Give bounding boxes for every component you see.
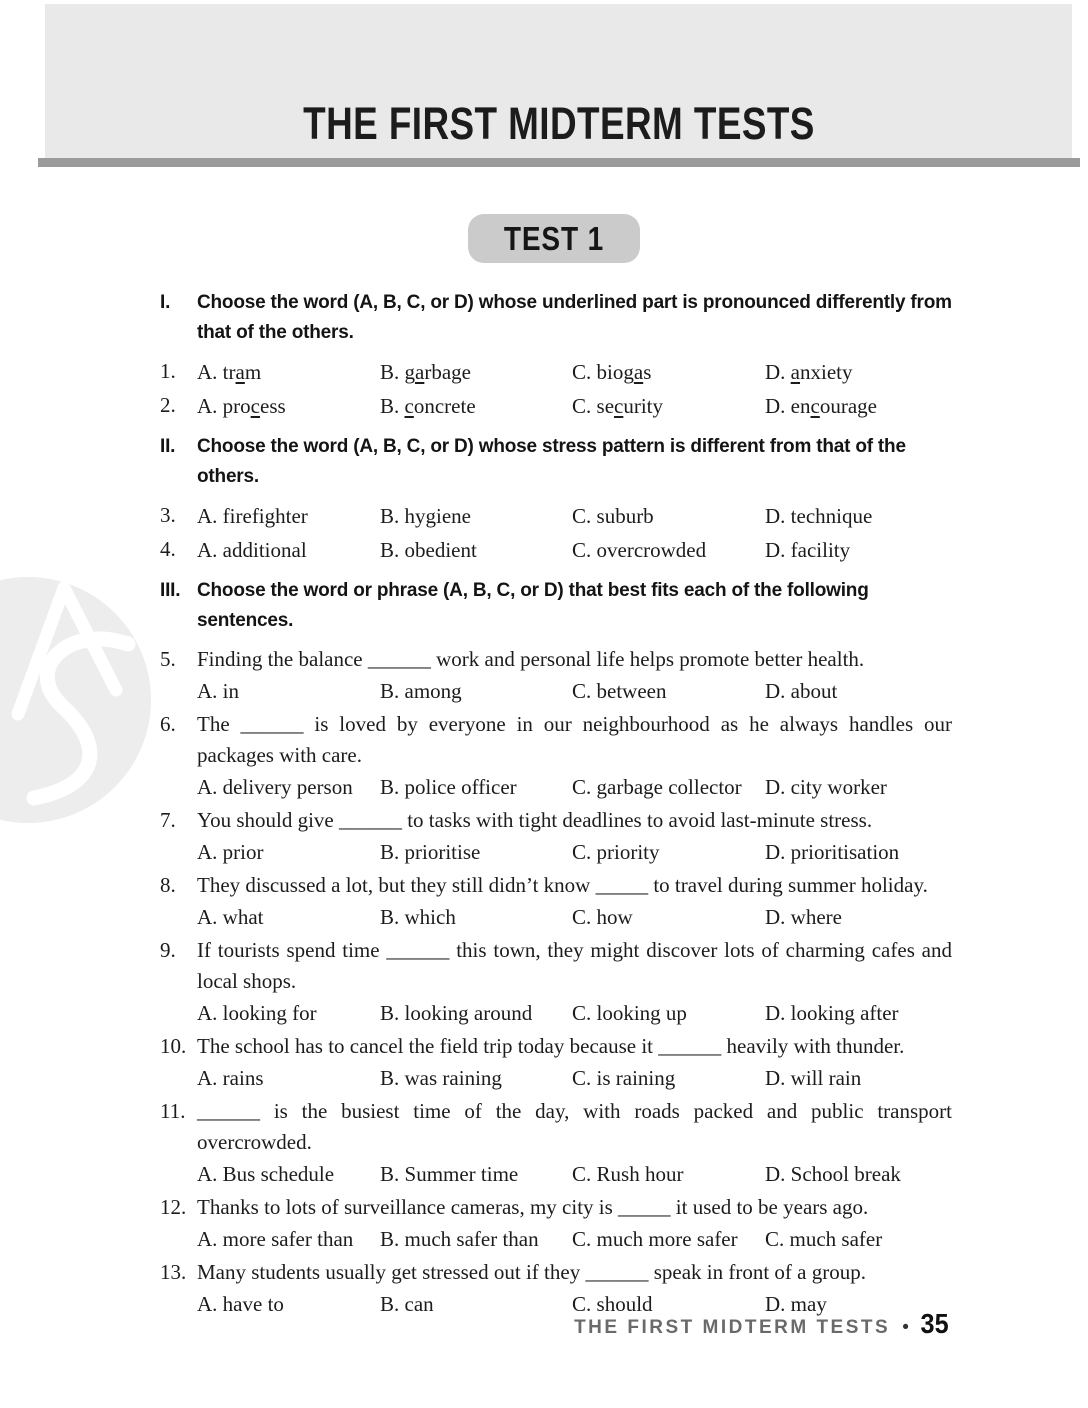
question bbox=[160, 644, 952, 707]
option bbox=[197, 675, 380, 707]
option bbox=[380, 675, 572, 707]
option bbox=[572, 1223, 765, 1255]
option-text: concrete bbox=[404, 394, 476, 418]
option-text: priority bbox=[596, 840, 660, 864]
section-heading bbox=[160, 432, 952, 492]
option-text: looking around bbox=[404, 1001, 533, 1025]
underlined-letter: c bbox=[614, 394, 624, 418]
option-text: prioritisation bbox=[790, 840, 900, 864]
question-number: 5. bbox=[160, 647, 176, 671]
option-text: Bus schedule bbox=[222, 1162, 335, 1186]
test-body bbox=[160, 288, 952, 1330]
option-text: between bbox=[596, 679, 667, 703]
section-numeral: I. bbox=[160, 292, 171, 313]
option-text: process bbox=[222, 394, 286, 418]
option bbox=[380, 997, 572, 1029]
option bbox=[765, 1223, 952, 1255]
option-text: prioritise bbox=[404, 840, 481, 864]
option-text: tram bbox=[222, 360, 262, 384]
question-number: 9. bbox=[160, 938, 176, 962]
option-label: B. bbox=[380, 1001, 405, 1025]
question bbox=[160, 356, 952, 388]
question-number: 4. bbox=[160, 537, 176, 561]
footer-bullet-icon: • bbox=[902, 1317, 909, 1338]
option-label: D. bbox=[765, 1001, 791, 1025]
option-label: B. bbox=[380, 394, 405, 418]
option-label: D. bbox=[765, 538, 791, 562]
options-row bbox=[197, 1223, 952, 1255]
question-number: 7. bbox=[160, 808, 176, 832]
footer-running-title: THE FIRST MIDTERM TESTS bbox=[574, 1317, 891, 1338]
option bbox=[197, 1223, 380, 1255]
option-text: was raining bbox=[404, 1066, 502, 1090]
option-label: D. bbox=[765, 1162, 791, 1186]
page-footer bbox=[574, 1308, 950, 1340]
question-number: 1. bbox=[160, 359, 176, 383]
option-label: B. bbox=[380, 905, 405, 929]
question bbox=[160, 534, 952, 566]
option-label: B. bbox=[380, 1162, 405, 1186]
option-label: B. bbox=[380, 1292, 405, 1316]
option-label: C. bbox=[572, 1001, 597, 1025]
option-text: encourage bbox=[790, 394, 877, 418]
section-numeral: III. bbox=[160, 580, 181, 601]
option bbox=[765, 901, 952, 933]
option bbox=[572, 356, 765, 388]
option-text: can bbox=[404, 1292, 434, 1316]
section-heading bbox=[160, 576, 952, 636]
option-label: B. bbox=[380, 538, 405, 562]
option bbox=[765, 997, 952, 1029]
options-row bbox=[197, 675, 952, 707]
options-row bbox=[197, 1158, 952, 1190]
option-text: rains bbox=[222, 1066, 264, 1090]
option bbox=[572, 771, 765, 803]
options-row bbox=[197, 356, 952, 388]
option bbox=[572, 500, 765, 532]
option-label: A. bbox=[197, 840, 223, 864]
option bbox=[197, 534, 380, 566]
option-text: technique bbox=[790, 504, 873, 528]
option bbox=[572, 997, 765, 1029]
section bbox=[160, 288, 952, 422]
option-label: D. bbox=[765, 1066, 791, 1090]
option-label: B. bbox=[380, 679, 405, 703]
option-label: D. bbox=[765, 905, 791, 929]
option-label: C. bbox=[572, 1066, 597, 1090]
option bbox=[572, 390, 765, 422]
option-text: will rain bbox=[790, 1066, 862, 1090]
option bbox=[380, 771, 572, 803]
page-header-banner bbox=[45, 4, 1072, 158]
option-label: C. bbox=[572, 538, 597, 562]
options-row bbox=[197, 390, 952, 422]
option-text: much safer bbox=[789, 1227, 883, 1251]
underlined-letter: c bbox=[810, 394, 820, 418]
question bbox=[160, 805, 952, 868]
option-text: Rush hour bbox=[596, 1162, 684, 1186]
option-text: more safer than bbox=[222, 1227, 354, 1251]
question-stem: The ______ is loved by everyone in our neighbourhood as he always handles our packages with care. bbox=[197, 712, 952, 767]
footer-page-number: 35 bbox=[920, 1308, 949, 1339]
option bbox=[765, 356, 952, 388]
option-label: D. bbox=[765, 679, 791, 703]
option-label: A. bbox=[197, 679, 223, 703]
option-text: which bbox=[404, 905, 456, 929]
option-text: security bbox=[596, 394, 664, 418]
option-label: D. bbox=[765, 504, 791, 528]
option bbox=[380, 534, 572, 566]
header-underline-bar bbox=[38, 158, 1080, 167]
option-label: B. bbox=[380, 1227, 405, 1251]
option-text: is raining bbox=[596, 1066, 676, 1090]
option-text: biogas bbox=[596, 360, 652, 384]
option-label: C. bbox=[572, 1162, 597, 1186]
option bbox=[380, 901, 572, 933]
question-stem: ______ is the busiest time of the day, with roads packed and public transport overcrowded. bbox=[197, 1099, 952, 1154]
question-stem: Finding the balance ______ work and personal life helps promote better health. bbox=[197, 647, 865, 671]
question-stem: Many students usually get stressed out if they ______ speak in front of a group. bbox=[197, 1260, 866, 1284]
question bbox=[160, 1192, 952, 1255]
option bbox=[197, 1158, 380, 1190]
option-text: additional bbox=[222, 538, 307, 562]
option bbox=[197, 771, 380, 803]
option-text: Summer time bbox=[404, 1162, 519, 1186]
underlined-letter: a bbox=[415, 360, 425, 384]
option bbox=[765, 500, 952, 532]
option-text: police officer bbox=[404, 775, 517, 799]
option-text: much safer than bbox=[404, 1227, 539, 1251]
option bbox=[572, 675, 765, 707]
section-instruction: Choose the word (A, B, C, or D) whose underlined part is pronounced differently from that of the others. bbox=[197, 292, 952, 343]
option-label: A. bbox=[197, 1066, 223, 1090]
option-label: D. bbox=[765, 1292, 791, 1316]
option bbox=[197, 1062, 380, 1094]
option bbox=[380, 836, 572, 868]
question-number: 11. bbox=[160, 1099, 186, 1123]
question-number: 6. bbox=[160, 712, 176, 736]
option-label: A. bbox=[197, 360, 223, 384]
options-row bbox=[197, 997, 952, 1029]
section-heading bbox=[160, 288, 952, 348]
option-label: A. bbox=[197, 1227, 223, 1251]
option-text: how bbox=[596, 905, 633, 929]
option bbox=[197, 997, 380, 1029]
option-text: city worker bbox=[790, 775, 887, 799]
option-text: about bbox=[790, 679, 838, 703]
options-row bbox=[197, 1062, 952, 1094]
option bbox=[572, 836, 765, 868]
underlined-letter: a bbox=[235, 360, 245, 384]
underlined-letter: a bbox=[790, 360, 800, 384]
option-label: C. bbox=[572, 840, 597, 864]
option-text: School break bbox=[790, 1162, 901, 1186]
option bbox=[765, 390, 952, 422]
option bbox=[765, 836, 952, 868]
option-text: where bbox=[790, 905, 842, 929]
option bbox=[380, 390, 572, 422]
question-stem: You should give ______ to tasks with tight deadlines to avoid last-minute stress. bbox=[197, 808, 873, 832]
option-text: looking after bbox=[790, 1001, 899, 1025]
option-text: hygiene bbox=[404, 504, 471, 528]
option bbox=[765, 1158, 952, 1190]
option bbox=[197, 356, 380, 388]
option bbox=[572, 901, 765, 933]
option-label: C. bbox=[572, 360, 597, 384]
option-text: may bbox=[790, 1292, 827, 1316]
option-text: in bbox=[222, 679, 240, 703]
question-number: 8. bbox=[160, 873, 176, 897]
question-number: 12. bbox=[160, 1195, 187, 1219]
test-badge-label: TEST 1 bbox=[503, 219, 605, 257]
question bbox=[160, 709, 952, 803]
option bbox=[572, 1158, 765, 1190]
option bbox=[380, 1062, 572, 1094]
option-text: looking up bbox=[596, 1001, 687, 1025]
option-text: among bbox=[404, 679, 462, 703]
section bbox=[160, 432, 952, 566]
option-label: D. bbox=[765, 394, 791, 418]
question-stem: Thanks to lots of surveillance cameras, my city is _____ it used to be years ago. bbox=[197, 1195, 869, 1219]
option-text: facility bbox=[790, 538, 851, 562]
option bbox=[197, 1288, 380, 1320]
option-label: A. bbox=[197, 775, 223, 799]
question bbox=[160, 870, 952, 933]
option-label: A. bbox=[197, 394, 223, 418]
question bbox=[160, 500, 952, 532]
option-label: B. bbox=[380, 775, 405, 799]
option-text: garbage bbox=[404, 360, 471, 384]
option-label: A. bbox=[197, 1001, 223, 1025]
question bbox=[160, 1031, 952, 1094]
option bbox=[197, 500, 380, 532]
option bbox=[380, 500, 572, 532]
option-text: looking for bbox=[222, 1001, 317, 1025]
underlined-letter: a bbox=[633, 360, 644, 384]
option-text: what bbox=[222, 905, 264, 929]
question-stem: The school has to cancel the field trip today because it ______ heavily with thunder. bbox=[197, 1034, 905, 1058]
option-text: firefighter bbox=[222, 504, 308, 528]
question-stem: They discussed a lot, but they still didn’t know _____ to travel during summer holiday. bbox=[197, 873, 928, 897]
option bbox=[765, 534, 952, 566]
options-row bbox=[197, 500, 952, 532]
question-stem: If tourists spend time ______ this town, they might discover lots of charming cafes and local shops. bbox=[197, 938, 952, 993]
options-row bbox=[197, 836, 952, 868]
section-numeral: II. bbox=[160, 436, 176, 457]
option bbox=[572, 534, 765, 566]
question-number: 13. bbox=[160, 1260, 187, 1284]
question bbox=[160, 935, 952, 1029]
option-text: should bbox=[596, 1292, 653, 1316]
option-label: C. bbox=[765, 1227, 790, 1251]
options-row bbox=[197, 771, 952, 803]
publisher-logo-watermark bbox=[0, 572, 165, 832]
option bbox=[380, 1158, 572, 1190]
page-title: THE FIRST MIDTERM TESTS bbox=[302, 98, 815, 149]
option-label: C. bbox=[572, 775, 597, 799]
option bbox=[380, 356, 572, 388]
option bbox=[572, 1062, 765, 1094]
option-text: obedient bbox=[404, 538, 477, 562]
option-label: D. bbox=[765, 360, 791, 384]
option-label: A. bbox=[197, 905, 223, 929]
option-label: B. bbox=[380, 504, 405, 528]
option-label: C. bbox=[572, 905, 597, 929]
option-label: C. bbox=[572, 1292, 597, 1316]
option-text: delivery person bbox=[222, 775, 353, 799]
option bbox=[380, 1288, 572, 1320]
option-label: A. bbox=[197, 504, 223, 528]
option-label: A. bbox=[197, 1292, 223, 1316]
option-label: C. bbox=[572, 504, 597, 528]
option-label: A. bbox=[197, 538, 223, 562]
option-text: garbage collector bbox=[596, 775, 742, 799]
option-text: much more safer bbox=[596, 1227, 738, 1251]
test-badge bbox=[468, 214, 640, 263]
section-instruction: Choose the word (A, B, C, or D) whose stress pattern is different from that of the others. bbox=[197, 436, 906, 487]
question bbox=[160, 1096, 952, 1190]
option-text: prior bbox=[222, 840, 264, 864]
option bbox=[765, 675, 952, 707]
option-label: B. bbox=[380, 1066, 405, 1090]
question-number: 2. bbox=[160, 393, 176, 417]
question-number: 10. bbox=[160, 1034, 187, 1058]
option-label: B. bbox=[380, 360, 405, 384]
option-label: D. bbox=[765, 840, 791, 864]
section bbox=[160, 576, 952, 1320]
option-label: C. bbox=[572, 394, 597, 418]
option bbox=[197, 390, 380, 422]
option bbox=[380, 1223, 572, 1255]
option-text: anxiety bbox=[790, 360, 853, 384]
question bbox=[160, 390, 952, 422]
options-row bbox=[197, 901, 952, 933]
question-number: 3. bbox=[160, 503, 176, 527]
option-label: B. bbox=[380, 840, 405, 864]
underlined-letter: c bbox=[250, 394, 260, 418]
underlined-letter: c bbox=[404, 394, 414, 418]
option bbox=[765, 771, 952, 803]
option-text: have to bbox=[222, 1292, 284, 1316]
option bbox=[197, 836, 380, 868]
option bbox=[197, 901, 380, 933]
option bbox=[765, 1062, 952, 1094]
section-instruction: Choose the word or phrase (A, B, C, or D) that best fits each of the following sentences. bbox=[197, 580, 869, 631]
options-row bbox=[197, 534, 952, 566]
option-label: C. bbox=[572, 1227, 597, 1251]
option-label: D. bbox=[765, 775, 791, 799]
option-label: A. bbox=[197, 1162, 223, 1186]
option-label: C. bbox=[572, 679, 597, 703]
option-text: overcrowded bbox=[596, 538, 707, 562]
option-text: suburb bbox=[596, 504, 654, 528]
